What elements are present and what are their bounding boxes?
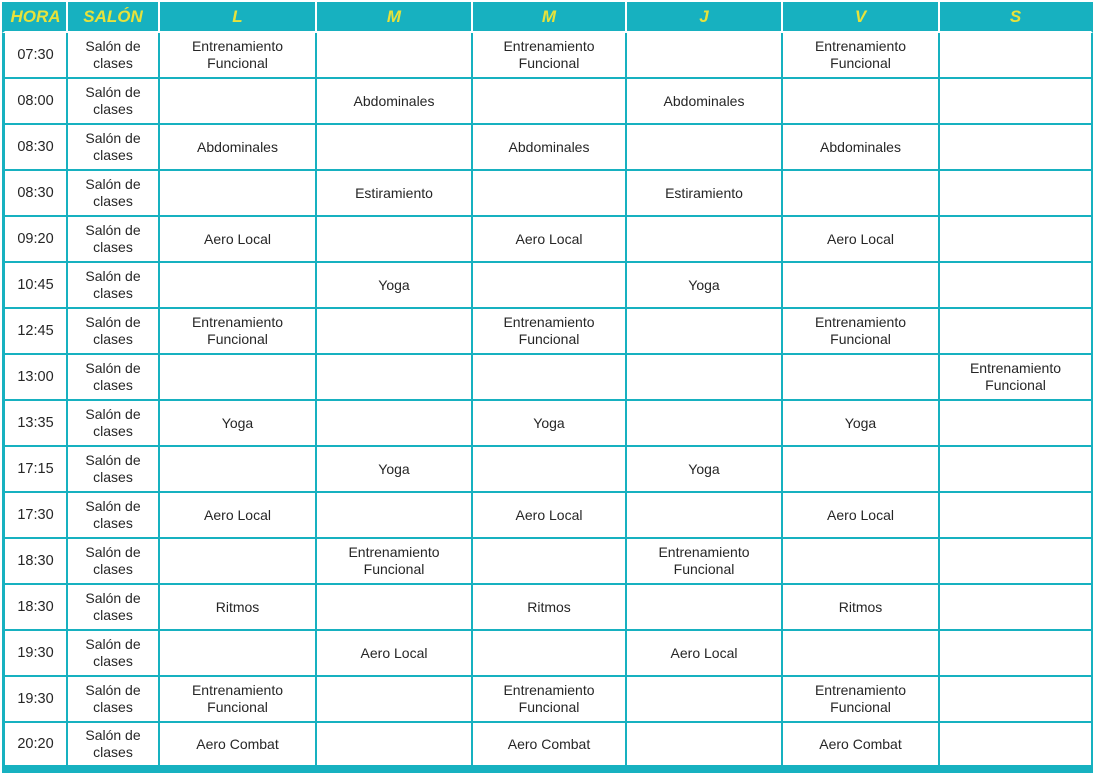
time-cell: 08:30 bbox=[2, 171, 68, 217]
class-cell bbox=[940, 125, 1093, 171]
class-cell: Entrenamiento Funcional bbox=[940, 355, 1093, 401]
column-header: L bbox=[160, 2, 317, 33]
class-cell bbox=[627, 309, 783, 355]
schedule-row bbox=[2, 217, 1093, 263]
class-cell: Abdominales bbox=[783, 125, 940, 171]
class-cell: Aero Local bbox=[473, 217, 627, 263]
class-cell: Abdominales bbox=[473, 125, 627, 171]
schedule-row bbox=[2, 539, 1093, 585]
class-cell: Estiramiento bbox=[317, 171, 473, 217]
class-cell bbox=[627, 723, 783, 773]
class-cell bbox=[783, 355, 940, 401]
class-cell: Yoga bbox=[317, 447, 473, 493]
column-header: M bbox=[317, 2, 473, 33]
class-cell bbox=[317, 677, 473, 723]
salon-cell: Salón de clases bbox=[68, 585, 160, 631]
class-cell: Aero Local bbox=[783, 217, 940, 263]
class-cell: Entrenamiento Funcional bbox=[473, 33, 627, 79]
class-cell bbox=[783, 263, 940, 309]
class-cell bbox=[627, 401, 783, 447]
class-cell bbox=[783, 539, 940, 585]
time-cell: 18:30 bbox=[2, 539, 68, 585]
class-cell bbox=[317, 585, 473, 631]
class-cell bbox=[160, 263, 317, 309]
class-cell bbox=[473, 447, 627, 493]
time-cell: 08:00 bbox=[2, 79, 68, 125]
schedule-row bbox=[2, 677, 1093, 723]
column-header: S bbox=[940, 2, 1093, 33]
salon-cell: Salón de clases bbox=[68, 33, 160, 79]
schedule-row bbox=[2, 171, 1093, 217]
class-cell: Ritmos bbox=[160, 585, 317, 631]
class-cell bbox=[783, 79, 940, 125]
class-cell: Aero Local bbox=[783, 493, 940, 539]
class-cell: Entrenamiento Funcional bbox=[473, 309, 627, 355]
class-cell bbox=[940, 677, 1093, 723]
class-cell bbox=[160, 631, 317, 677]
class-cell bbox=[783, 171, 940, 217]
class-cell bbox=[473, 631, 627, 677]
schedule-row bbox=[2, 33, 1093, 79]
time-cell: 10:45 bbox=[2, 263, 68, 309]
class-cell: Entrenamiento Funcional bbox=[160, 33, 317, 79]
time-cell: 09:20 bbox=[2, 217, 68, 263]
class-cell: Entrenamiento Funcional bbox=[317, 539, 473, 585]
class-cell bbox=[940, 585, 1093, 631]
class-cell: Ritmos bbox=[783, 585, 940, 631]
class-cell bbox=[940, 217, 1093, 263]
class-cell: Aero Local bbox=[473, 493, 627, 539]
class-cell: Yoga bbox=[783, 401, 940, 447]
class-cell bbox=[940, 631, 1093, 677]
class-cell bbox=[627, 585, 783, 631]
class-cell: Aero Local bbox=[317, 631, 473, 677]
time-cell: 20:20 bbox=[2, 723, 68, 773]
column-header: M bbox=[473, 2, 627, 33]
class-cell: Yoga bbox=[627, 263, 783, 309]
class-cell bbox=[317, 33, 473, 79]
salon-cell: Salón de clases bbox=[68, 493, 160, 539]
class-cell bbox=[160, 79, 317, 125]
class-cell: Aero Combat bbox=[160, 723, 317, 773]
class-cell: Yoga bbox=[160, 401, 317, 447]
class-cell bbox=[317, 125, 473, 171]
schedule-row bbox=[2, 309, 1093, 355]
class-cell bbox=[783, 447, 940, 493]
column-header: HORA bbox=[2, 2, 68, 33]
salon-cell: Salón de clases bbox=[68, 447, 160, 493]
schedule-table bbox=[2, 2, 1093, 773]
class-cell: Yoga bbox=[473, 401, 627, 447]
salon-cell: Salón de clases bbox=[68, 263, 160, 309]
class-cell bbox=[317, 309, 473, 355]
schedule-row bbox=[2, 125, 1093, 171]
class-cell bbox=[627, 677, 783, 723]
time-cell: 08:30 bbox=[2, 125, 68, 171]
column-header: V bbox=[783, 2, 940, 33]
time-cell: 13:00 bbox=[2, 355, 68, 401]
time-cell: 17:15 bbox=[2, 447, 68, 493]
class-cell: Abdominales bbox=[317, 79, 473, 125]
class-cell bbox=[940, 309, 1093, 355]
schedule-row bbox=[2, 355, 1093, 401]
time-cell: 18:30 bbox=[2, 585, 68, 631]
class-cell bbox=[940, 493, 1093, 539]
class-cell: Entrenamiento Funcional bbox=[160, 309, 317, 355]
salon-cell: Salón de clases bbox=[68, 539, 160, 585]
class-cell bbox=[940, 539, 1093, 585]
class-cell bbox=[317, 355, 473, 401]
class-cell bbox=[940, 79, 1093, 125]
class-cell bbox=[627, 355, 783, 401]
class-cell bbox=[317, 401, 473, 447]
class-cell bbox=[940, 263, 1093, 309]
class-cell: Aero Local bbox=[160, 217, 317, 263]
class-cell bbox=[160, 539, 317, 585]
salon-cell: Salón de clases bbox=[68, 677, 160, 723]
class-cell bbox=[473, 355, 627, 401]
class-cell: Aero Local bbox=[160, 493, 317, 539]
class-cell bbox=[627, 125, 783, 171]
class-cell: Ritmos bbox=[473, 585, 627, 631]
time-cell: 19:30 bbox=[2, 677, 68, 723]
schedule-row bbox=[2, 493, 1093, 539]
class-cell bbox=[473, 263, 627, 309]
class-cell: Yoga bbox=[317, 263, 473, 309]
schedule-row bbox=[2, 631, 1093, 677]
time-cell: 19:30 bbox=[2, 631, 68, 677]
schedule-body bbox=[2, 33, 1093, 773]
time-cell: 07:30 bbox=[2, 33, 68, 79]
column-header: SALÓN bbox=[68, 2, 160, 33]
class-cell bbox=[317, 723, 473, 773]
schedule-row bbox=[2, 79, 1093, 125]
class-cell: Aero Local bbox=[627, 631, 783, 677]
class-cell: Entrenamiento Funcional bbox=[160, 677, 317, 723]
schedule-row bbox=[2, 585, 1093, 631]
class-cell: Estiramiento bbox=[627, 171, 783, 217]
time-cell: 17:30 bbox=[2, 493, 68, 539]
header-row bbox=[2, 2, 1093, 33]
salon-cell: Salón de clases bbox=[68, 401, 160, 447]
class-cell: Abdominales bbox=[160, 125, 317, 171]
salon-cell: Salón de clases bbox=[68, 355, 160, 401]
class-cell bbox=[160, 355, 317, 401]
class-cell bbox=[317, 493, 473, 539]
class-cell bbox=[940, 33, 1093, 79]
class-cell bbox=[940, 171, 1093, 217]
class-cell bbox=[940, 723, 1093, 773]
schedule-row bbox=[2, 723, 1093, 773]
salon-cell: Salón de clases bbox=[68, 217, 160, 263]
class-cell bbox=[940, 447, 1093, 493]
class-cell bbox=[317, 217, 473, 263]
class-cell: Entrenamiento Funcional bbox=[783, 309, 940, 355]
schedule-row bbox=[2, 447, 1093, 493]
class-cell bbox=[627, 493, 783, 539]
time-cell: 13:35 bbox=[2, 401, 68, 447]
class-cell: Aero Combat bbox=[473, 723, 627, 773]
class-cell: Yoga bbox=[627, 447, 783, 493]
salon-cell: Salón de clases bbox=[68, 79, 160, 125]
class-cell: Entrenamiento Funcional bbox=[627, 539, 783, 585]
class-cell: Entrenamiento Funcional bbox=[473, 677, 627, 723]
class-cell: Aero Combat bbox=[783, 723, 940, 773]
class-cell bbox=[627, 33, 783, 79]
salon-cell: Salón de clases bbox=[68, 631, 160, 677]
class-cell bbox=[160, 171, 317, 217]
schedule-row bbox=[2, 263, 1093, 309]
class-cell: Entrenamiento Funcional bbox=[783, 33, 940, 79]
class-cell bbox=[783, 631, 940, 677]
class-cell: Abdominales bbox=[627, 79, 783, 125]
class-cell bbox=[627, 217, 783, 263]
class-cell: Entrenamiento Funcional bbox=[783, 677, 940, 723]
time-cell: 12:45 bbox=[2, 309, 68, 355]
class-cell bbox=[473, 79, 627, 125]
class-cell bbox=[940, 401, 1093, 447]
class-cell bbox=[473, 539, 627, 585]
class-cell bbox=[473, 171, 627, 217]
salon-cell: Salón de clases bbox=[68, 171, 160, 217]
class-cell bbox=[160, 447, 317, 493]
column-header: J bbox=[627, 2, 783, 33]
schedule-row bbox=[2, 401, 1093, 447]
salon-cell: Salón de clases bbox=[68, 723, 160, 773]
salon-cell: Salón de clases bbox=[68, 309, 160, 355]
salon-cell: Salón de clases bbox=[68, 125, 160, 171]
